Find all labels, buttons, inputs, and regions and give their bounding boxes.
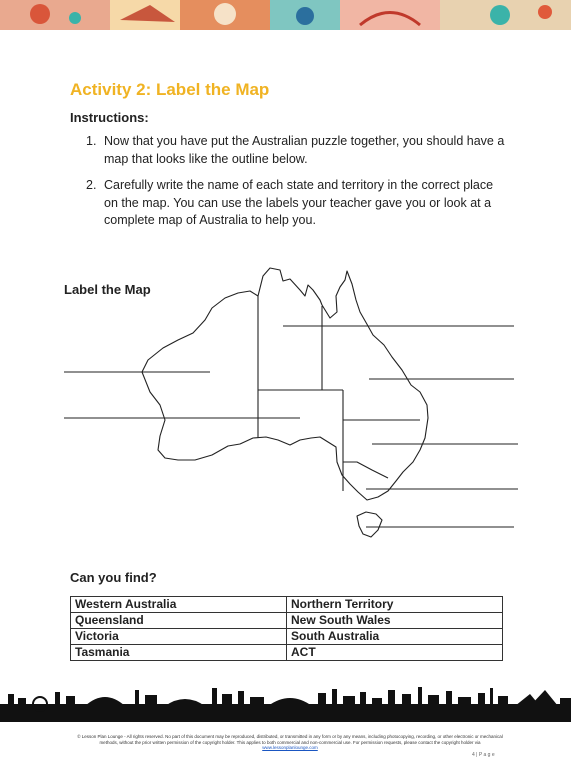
city-skyline-decoration [0,686,571,722]
table-cell: Tasmania [71,645,287,661]
tasmania-outline [357,512,382,537]
map-heading: Label the Map [64,282,151,297]
copyright-text: © Lesson Plan Lounge - All rights reserved. No part of this document may be reproduced, distributed, or transmitted in any form or by any means, including photocopying, recording, or other electronic or mechanical methods, without the prior written permission of the copyright holder. This applies to both commercial and non-commercial use. For permission requests, please contact the copyright holder via [77,734,503,745]
border-nsw-vic [343,462,388,478]
step-text: Carefully write the name of each state and territory in the correct place on the map. You can use the labels your teacher gave you or look at a complete map of Australia to help you. [104,178,494,227]
activity-title: Activity 2: Label the Map [70,80,270,99]
border-qld [343,390,420,420]
step-item [86,133,506,168]
table-cell: Western Australia [71,597,287,613]
table-cell: Victoria [71,629,287,645]
mainland-outline [142,268,428,500]
table-cell: South Australia [287,629,503,645]
can-you-find-heading: Can you find? [70,570,157,585]
table-row [71,629,503,645]
table-cell: ACT [287,645,503,661]
step-item [86,177,506,230]
page-number: 4 | P a g e [472,752,495,758]
copyright-footer [70,734,510,751]
step-number: 1. [86,134,97,148]
table-row [71,613,503,629]
instructions-heading: Instructions: [70,110,149,125]
website-link[interactable]: www.lessonplanlounge.com [262,745,318,750]
table-cell: Queensland [71,613,287,629]
table-row [71,597,503,613]
instruction-steps [86,133,506,239]
table-row [71,645,503,661]
step-number: 2. [86,178,97,192]
australia-outline-map [0,260,571,550]
table-cell: New South Wales [287,613,503,629]
table-cell: Northern Territory [287,597,503,613]
decorative-banner [0,0,571,30]
find-table [70,596,503,661]
step-text: Now that you have put the Australian puzzle together, you should have a map that looks like the outline below. [104,134,505,166]
